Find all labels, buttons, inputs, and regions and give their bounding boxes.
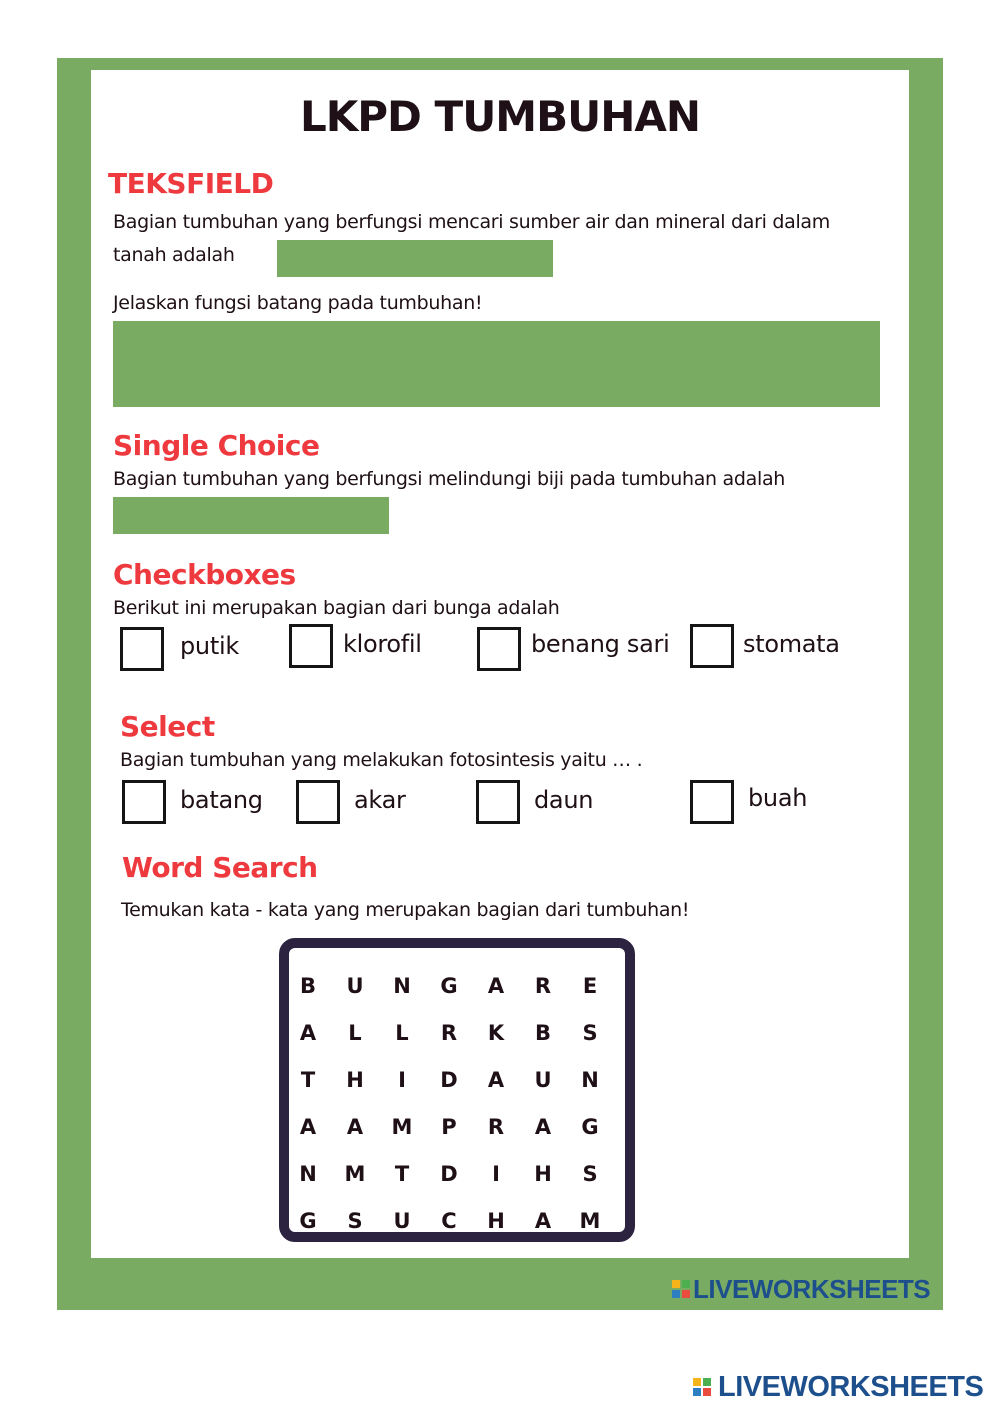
logo-square [693,1378,701,1386]
logo-square [672,1280,680,1288]
word-search-letter[interactable]: U [346,974,364,998]
checkbox-label-stomata: stomata [743,630,840,658]
word-search-grid[interactable] [279,938,635,1242]
word-search-letter[interactable]: U [534,1068,552,1092]
checkbox-benang-sari[interactable] [477,627,521,671]
word-search-letter[interactable]: S [582,1021,598,1045]
word-search-letter[interactable]: S [347,1209,363,1233]
single-choice-question: Bagian tumbuhan yang berfungsi melindungi biji pada tumbuhan adalah [113,468,786,490]
logo-square [672,1290,680,1298]
select-label-daun: daun [534,786,594,814]
question-1-line-1: Bagian tumbuhan yang berfungsi mencari sumber air dan mineral dari dalam [113,211,830,233]
page-title: LKPD TUMBUHAN [299,92,701,141]
heading-checkboxes: Checkboxes [113,558,296,591]
word-search-letter[interactable]: I [492,1162,500,1186]
word-search-letter[interactable]: L [395,1021,409,1045]
word-search-letter[interactable]: A [299,1021,317,1045]
word-search-letter[interactable]: A [534,1209,552,1233]
checkbox-klorofil[interactable] [289,624,333,668]
heading-select: Select [120,710,215,743]
question-2: Jelaskan fungsi batang pada tumbuhan! [113,292,483,314]
word-search-letter[interactable]: G [581,1115,599,1139]
word-search-letter[interactable]: A [487,974,505,998]
answer-field-roots[interactable] [277,240,553,277]
brand-text-inner: LIVEWORKSHEETS [693,1274,931,1304]
word-search-letter[interactable]: L [348,1021,362,1045]
logo-square [682,1280,690,1288]
select-option-akar[interactable] [296,780,340,824]
heading-single-choice: Single Choice [113,429,320,462]
checkbox-putik[interactable] [120,627,164,671]
select-label-akar: akar [354,786,406,814]
select-label-buah: buah [748,784,808,812]
word-search-letter[interactable]: D [440,1068,458,1092]
word-search-letter[interactable]: N [393,974,411,998]
question-1-line-2: tanah adalah [113,244,235,266]
word-search-letter[interactable]: R [440,1021,458,1045]
select-option-daun[interactable] [476,780,520,824]
word-search-letter[interactable]: H [487,1209,505,1233]
word-search-letter[interactable]: B [534,1021,551,1045]
word-search-letter[interactable]: C [441,1209,457,1233]
word-search-letter[interactable]: A [299,1115,317,1139]
select-option-buah[interactable] [690,780,734,824]
word-search-letter[interactable]: U [393,1209,411,1233]
word-search-letter[interactable]: T [394,1162,410,1186]
word-search-letter[interactable]: S [582,1162,598,1186]
logo-square [703,1378,711,1386]
word-search-letter[interactable]: M [391,1115,413,1139]
word-search-letter[interactable]: H [346,1068,364,1092]
brand-text-footer: LIVEWORKSHEETS [718,1371,984,1403]
select-label-batang: batang [180,786,263,814]
heading-teksfield: TEKSFIELD [108,167,274,200]
heading-word-search: Word Search [122,851,318,884]
word-search-letter[interactable]: A [487,1068,505,1092]
answer-field-stem-function[interactable] [113,321,880,407]
word-search-instruction: Temukan kata - kata yang merupakan bagian dari tumbuhan! [121,899,690,921]
single-choice-answer-field[interactable] [113,497,389,534]
word-search-letter[interactable]: E [582,974,598,998]
word-search-letter[interactable]: B [299,974,316,998]
word-search-letter[interactable]: T [300,1068,316,1092]
word-search-letter[interactable]: G [299,1209,317,1233]
word-search-letter[interactable]: R [534,974,552,998]
select-question: Bagian tumbuhan yang melakukan fotosintesis yaitu … . [120,749,643,771]
word-search-letter[interactable]: H [534,1162,552,1186]
checkboxes-question: Berikut ini merupakan bagian dari bunga adalah [113,597,560,619]
word-search-letter[interactable]: N [581,1068,599,1092]
word-search-letter[interactable]: D [440,1162,458,1186]
checkbox-label-putik: putik [180,632,239,660]
checkbox-stomata[interactable] [690,624,734,668]
word-search-letter[interactable]: K [487,1021,505,1045]
logo-square [703,1388,711,1396]
logo-square [682,1290,690,1298]
checkbox-label-klorofil: klorofil [343,630,422,658]
word-search-letter[interactable]: M [579,1209,601,1233]
checkbox-label-benang-sari: benang sari [531,630,670,658]
select-option-batang[interactable] [122,780,166,824]
word-search-letter[interactable]: A [346,1115,364,1139]
word-search-letter[interactable]: G [440,974,458,998]
word-search-letter[interactable]: I [398,1068,406,1092]
logo-square [693,1388,701,1396]
word-search-letter[interactable]: M [344,1162,366,1186]
word-search-letter[interactable]: N [299,1162,317,1186]
word-search-letter[interactable]: R [487,1115,505,1139]
word-search-letter[interactable]: A [534,1115,552,1139]
word-search-letter[interactable]: P [441,1115,457,1139]
